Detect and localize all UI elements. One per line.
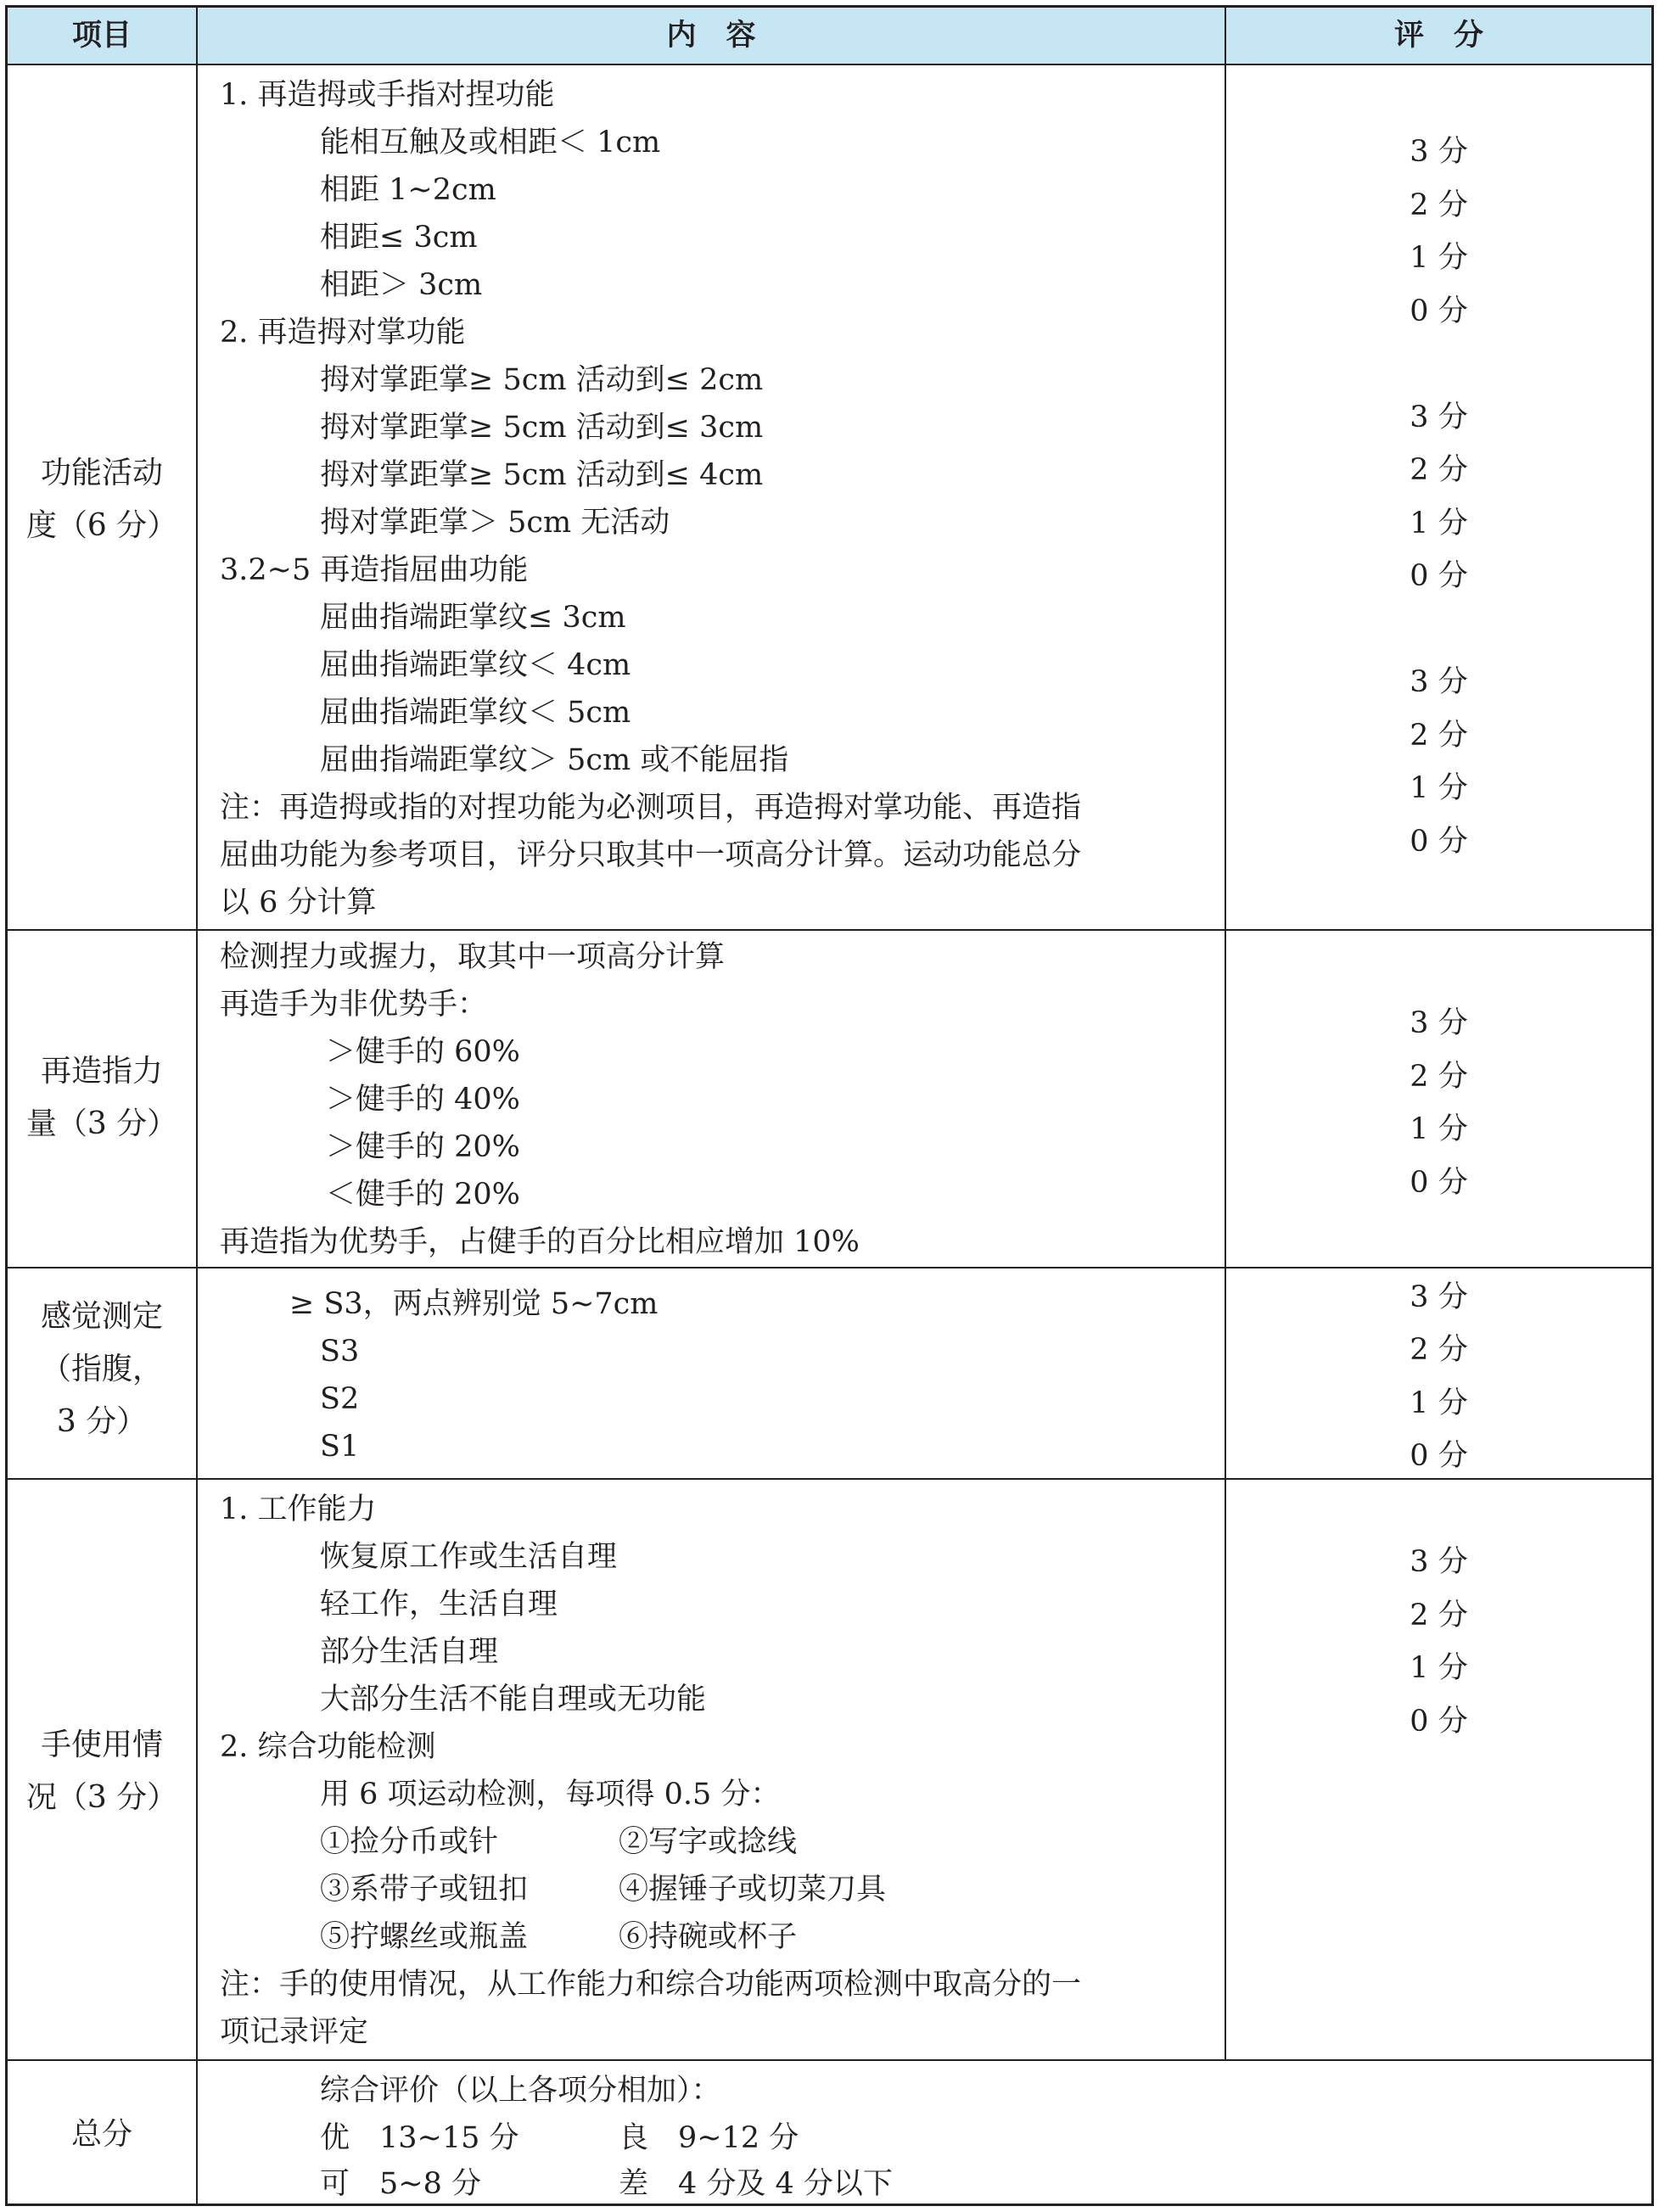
row-divider (8, 1478, 1651, 1480)
header-score: 评 分 (1393, 19, 1483, 53)
label-line: 手使用情 (40, 1728, 163, 1762)
content-line: 拇对掌距掌≥ 5cm 活动到≤ 3cm (320, 411, 764, 445)
note-line: 项记录评定 (220, 2015, 369, 2049)
row-divider (8, 2059, 1651, 2061)
score-value: 1 分 (1410, 1651, 1468, 1685)
content-line: 能相互触及或相距＜ 1cm (320, 126, 661, 160)
label-line: （指腹， (40, 1352, 163, 1386)
column-divider (196, 8, 198, 2204)
table-header (8, 8, 1651, 65)
content-line: ⑥持碗或杯子 (619, 1920, 798, 1954)
content-line: 拇对掌距掌≥ 5cm 活动到≤ 2cm (320, 363, 764, 397)
content-line: ①捡分币或针 (320, 1825, 499, 1859)
row-label-strength (8, 1045, 196, 1151)
content-line: ＞健手的 20% (326, 1130, 520, 1164)
score-value: 2 分 (1410, 719, 1468, 753)
content-line: S2 (320, 1382, 360, 1416)
content-line: 屈曲指端距掌纹＞ 5cm 或不能屈指 (320, 743, 789, 777)
content-line: 1. 工作能力 (220, 1492, 377, 1526)
content-line: 拇对掌距掌≥ 5cm 活动到≤ 4cm (320, 458, 764, 492)
row-divider (8, 929, 1651, 931)
content-line: ≥ S3，两点辨别觉 5~7cm (289, 1287, 659, 1321)
content-line: ④握锤子或切菜刀具 (619, 1873, 887, 1907)
content-line: ＜健手的 20% (326, 1178, 520, 1212)
score-value: 3 分 (1410, 400, 1468, 434)
label-line: 再造指力 (40, 1054, 163, 1089)
score-value: 1 分 (1410, 771, 1468, 805)
score-value: 0 分 (1410, 559, 1468, 593)
header-item: 项目 (71, 19, 132, 53)
row-label-total (8, 2108, 196, 2161)
content-line: S1 (320, 1430, 360, 1464)
scoring-table (5, 5, 1654, 2206)
note-line: 注：手的使用情况，从工作能力和综合功能两项检测中取高分的一 (220, 1968, 1082, 2002)
content-line: 相距 1~2cm (320, 173, 496, 207)
note-line: 注：再造拇或指的对捏功能为必测项目，再造拇对掌功能、再造指 (220, 791, 1082, 825)
score-value: 1 分 (1410, 507, 1468, 540)
score-value: 2 分 (1410, 1060, 1468, 1094)
score-value: 0 分 (1410, 294, 1468, 328)
grade-fair: 可 5~8 分 (320, 2167, 481, 2201)
content-line: 3.2~5 再造指屈曲功能 (220, 553, 529, 587)
score-value: 0 分 (1410, 825, 1468, 859)
score-value: 2 分 (1410, 453, 1468, 487)
grade-poor: 差 4 分及 4 分以下 (619, 2167, 893, 2201)
content-line: 恢复原工作或生活自理 (320, 1540, 618, 1574)
score-value: 3 分 (1410, 1006, 1468, 1040)
score-value: 1 分 (1410, 1112, 1468, 1146)
content-line: ⑤拧螺丝或瓶盖 (320, 1920, 529, 1954)
content-line: ③系带子或钮扣 (320, 1873, 529, 1907)
row-label-sensation (8, 1291, 196, 1448)
score-value: 0 分 (1410, 1439, 1468, 1473)
grade-good: 良 9~12 分 (619, 2121, 799, 2155)
content-line: 拇对掌距掌＞ 5cm 无活动 (320, 506, 670, 540)
note-line: 屈曲功能为参考项目，评分只取其中一项高分计算。运动功能总分 (220, 838, 1082, 872)
content-line: 再造指为优势手，占健手的百分比相应增加 10% (220, 1225, 860, 1259)
content-line: 2. 综合功能检测 (220, 1730, 436, 1764)
score-value: 1 分 (1410, 1386, 1468, 1420)
score-value: 0 分 (1410, 1166, 1468, 1200)
content-line: 再造手为非优势手： (220, 988, 488, 1022)
score-value: 2 分 (1410, 1599, 1468, 1632)
content-line: 检测捏力或握力，取其中一项高分计算 (220, 940, 726, 974)
header-content: 内 容 (666, 19, 756, 53)
label-line: 3 分） (56, 1404, 148, 1439)
grade-excellent: 优 13~15 分 (320, 2121, 519, 2155)
score-value: 3 分 (1410, 1545, 1468, 1579)
score-value: 2 分 (1410, 1333, 1468, 1367)
label-line: 度（6 分） (25, 508, 178, 543)
content-line: 相距＞ 3cm (320, 268, 483, 302)
content-line: 大部分生活不能自理或无功能 (320, 1683, 707, 1716)
label-line: 况（3 分） (25, 1780, 178, 1815)
label-line: 量（3 分） (25, 1106, 178, 1141)
row-label-hand-use (8, 1719, 196, 1824)
label-line: 总分 (70, 2117, 132, 2152)
content-line: 轻工作，生活自理 (320, 1588, 558, 1621)
score-value: 3 分 (1410, 665, 1468, 699)
note-line: 以 6 分计算 (220, 886, 377, 920)
content-line: 屈曲指端距掌纹＜ 5cm (320, 696, 631, 730)
content-line: 屈曲指端距掌纹≤ 3cm (320, 601, 626, 635)
row-divider (8, 1267, 1651, 1268)
label-line: 功能活动 (40, 456, 163, 490)
label-line: 感觉测定 (40, 1299, 163, 1334)
content-line: 相距≤ 3cm (320, 221, 478, 255)
row-label-motion (8, 447, 196, 552)
score-value: 3 分 (1410, 135, 1468, 169)
content-line: ＞健手的 40% (326, 1083, 520, 1117)
content-line: ＞健手的 60% (326, 1035, 520, 1069)
content-line: 部分生活自理 (320, 1635, 499, 1669)
score-value: 3 分 (1410, 1280, 1468, 1314)
content-line: 用 6 项运动检测，每项得 0.5 分： (320, 1778, 781, 1812)
score-value: 2 分 (1410, 188, 1468, 222)
content-line: 2. 再造拇对掌功能 (220, 316, 466, 350)
content-line: 综合评价（以上各项分相加）： (320, 2074, 721, 2108)
content-line: 屈曲指端距掌纹＜ 4cm (320, 648, 631, 682)
content-line: 1. 再造拇或手指对捏功能 (220, 78, 555, 112)
score-value: 1 分 (1410, 241, 1468, 275)
content-line: ②写字或捻线 (619, 1825, 798, 1859)
content-line: S3 (320, 1335, 360, 1369)
score-value: 0 分 (1410, 1705, 1468, 1739)
